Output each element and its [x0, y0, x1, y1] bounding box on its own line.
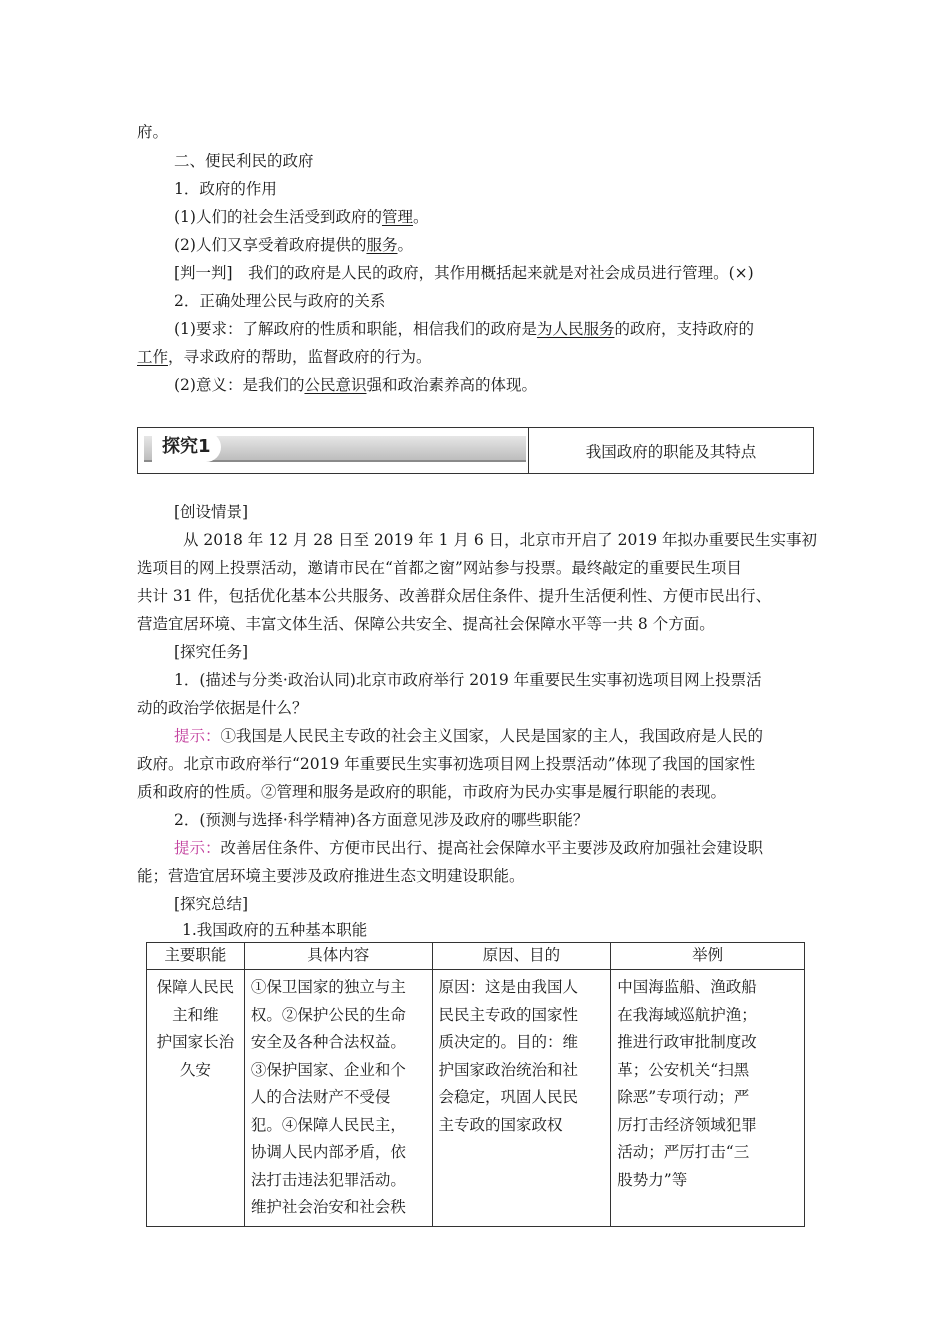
inquiry-title: 我国政府的职能及其特点: [585, 442, 757, 461]
cell-line: 除恶”专项行动；严: [617, 1088, 750, 1106]
cell-line: 厉打击经济领域犯罪: [617, 1115, 757, 1134]
judge-statement: [判一判] 我们的政府是人民的政府，其作用概括起来就是对社会成员进行管理。(×): [174, 264, 754, 282]
cell-line: 主和维: [172, 1005, 219, 1024]
scenario-line: 共计 31 件，包括优化基本公共服务、改善群众居住条件、提升生活便利性、方便市民出行、: [137, 587, 772, 605]
cell-line: 推进行政审批制度改: [617, 1033, 757, 1051]
banner-label-area: [138, 428, 529, 473]
item2-title: 2．正确处理公民与政府的关系: [174, 292, 386, 310]
answer-work: 工作: [137, 348, 169, 366]
header-content: 具体内容: [244, 943, 432, 970]
scenario-line: 从 2018 年 12 月 28 日至 2019 年 1 月 6 日，北京市开启了 2019 年拟办重要民生实事初: [183, 531, 817, 549]
cell-example: [611, 970, 805, 1227]
answer-serve-people: 为人民服务: [536, 320, 615, 338]
scenario-line: 营造宜居环境、丰富文体生活、保障公共安全、提高社会保障水平等一共 8 个方面。: [137, 615, 715, 633]
significance-line: [174, 374, 537, 396]
answer-management: 管理: [381, 208, 413, 226]
table-row: [147, 970, 805, 1227]
requirement-post: 的政府，支持政府的: [614, 320, 754, 338]
header-reason: 原因、目的: [432, 943, 611, 970]
question-1-line: 1．(描述与分类·政治认同)北京市政府举行 2019 年重要民生实事初选项目网上投票活: [174, 671, 762, 689]
cell-line: 犯。④保障人民民主，: [250, 1115, 406, 1134]
cell-line: 人的合法财产不受侵: [250, 1088, 391, 1106]
requirement-line2: [137, 346, 432, 368]
cell-line: 民民主专政的国家性: [438, 1005, 579, 1024]
answer-1-line: 质和政府的性质。②管理和服务是政府的职能，市政府为民办实事是履行职能的表现。: [137, 783, 727, 801]
answer-1-line: 政府。北京市政府举行“2019 年重要民生实事初选项目网上投票活动”体现了我国的国家性: [137, 755, 756, 773]
scenario-line: 选项目的网上投票活动，邀请市民在“首都之窗”网站参与投票。最终敲定的重要民生项目: [137, 559, 742, 577]
item1-title: 1．政府的作用: [174, 180, 277, 198]
cell-line: 协调人民内部矛盾，依: [250, 1143, 406, 1161]
government-functions-table: [146, 942, 805, 1227]
cell-line: ③保护国家、企业和个: [250, 1060, 406, 1079]
scenario-heading: [创设情景]: [174, 503, 249, 521]
answer-service: 服务: [366, 236, 398, 254]
item1-line1: [174, 206, 429, 228]
cell-line: 股势力”等: [617, 1170, 688, 1189]
section-title: 二、便民利民的政府: [174, 152, 314, 170]
cell-reason: [432, 970, 611, 1227]
cell-line: 权。②保护公民的生命: [250, 1005, 406, 1024]
cell-line: 护国家政治统治和社: [438, 1060, 579, 1079]
cell-line: 久安: [179, 1060, 211, 1079]
table-header-row: [147, 943, 805, 970]
cell-line: 维护社会治安和社会秩: [250, 1198, 406, 1216]
summary-heading: [探究总结]: [174, 895, 249, 913]
item1-line2-pre: (2)人们又享受着政府提供的: [174, 236, 367, 254]
inquiry-tag: 探究1: [152, 432, 221, 462]
cell-line: 主专政的国家政权: [438, 1115, 563, 1134]
cell-line: 护国家长治: [156, 1033, 235, 1051]
cell-line: 革；公安机关“扫黑: [617, 1060, 750, 1079]
cell-line: 法打击违法犯罪活动。: [250, 1170, 406, 1189]
header-example: 举例: [611, 943, 805, 970]
cell-line: 保障人民民: [156, 978, 235, 996]
cell-function: [147, 970, 245, 1227]
answer-2-line: [174, 837, 763, 859]
tip-label: 提示：: [174, 839, 221, 857]
cell-line: 会稳定，巩固人民民: [438, 1088, 579, 1106]
significance-pre: (2)意义：是我们的: [174, 376, 305, 394]
requirement-line2-post: ，寻求政府的帮助，监督政府的行为。: [168, 348, 432, 366]
text-fragment: 府。: [137, 123, 169, 141]
question-2: 2．(预测与选择·科学精神)各方面意见涉及政府的哪些职能？: [174, 811, 589, 829]
header-function: 主要职能: [147, 943, 245, 970]
tasks-heading: [探究任务]: [174, 643, 249, 661]
item1-line2: [174, 234, 413, 256]
requirement-pre: (1)要求：了解政府的性质和职能，相信我们的政府是: [174, 320, 537, 338]
inquiry-banner: [137, 427, 814, 474]
table-title: 1.我国政府的五种基本职能: [182, 921, 368, 939]
cell-line: ①保卫国家的独立与主: [250, 978, 406, 996]
cell-line: 质决定的。目的：维: [438, 1033, 579, 1051]
answer-1-line: [174, 725, 763, 747]
answer-1-text: ①我国是人民民主专政的社会主义国家，人民是国家的主人，我国政府是人民的: [220, 727, 764, 745]
requirement-line1: [174, 318, 754, 340]
cell-line: 中国海监船、渔政船: [617, 978, 757, 996]
item1-line1-post: 。: [412, 208, 429, 226]
answer-2-line: 能；营造宜居环境主要涉及政府推进生态文明建设职能。: [137, 867, 525, 885]
cell-line: 原因：这是由我国人: [438, 978, 579, 996]
cell-line: 在我海域巡航护渔；: [617, 1005, 757, 1024]
item1-line2-post: 。: [397, 236, 413, 254]
question-1-line: 动的政治学依据是什么？: [137, 699, 308, 717]
answer-civic-awareness: 公民意识: [304, 376, 367, 394]
answer-2-text: 改善居住条件、方便市民出行、提高社会保障水平主要涉及政府加强社会建设职: [220, 839, 764, 857]
cell-line: 安全及各种合法权益。: [250, 1033, 406, 1051]
significance-post: 强和政治素养高的体现。: [366, 376, 537, 394]
cell-line: 活动；严厉打击“三: [617, 1143, 750, 1161]
cell-content: [244, 970, 432, 1227]
tip-label: 提示：: [174, 727, 221, 745]
item1-line1-pre: (1)人们的社会生活受到政府的: [174, 208, 382, 226]
